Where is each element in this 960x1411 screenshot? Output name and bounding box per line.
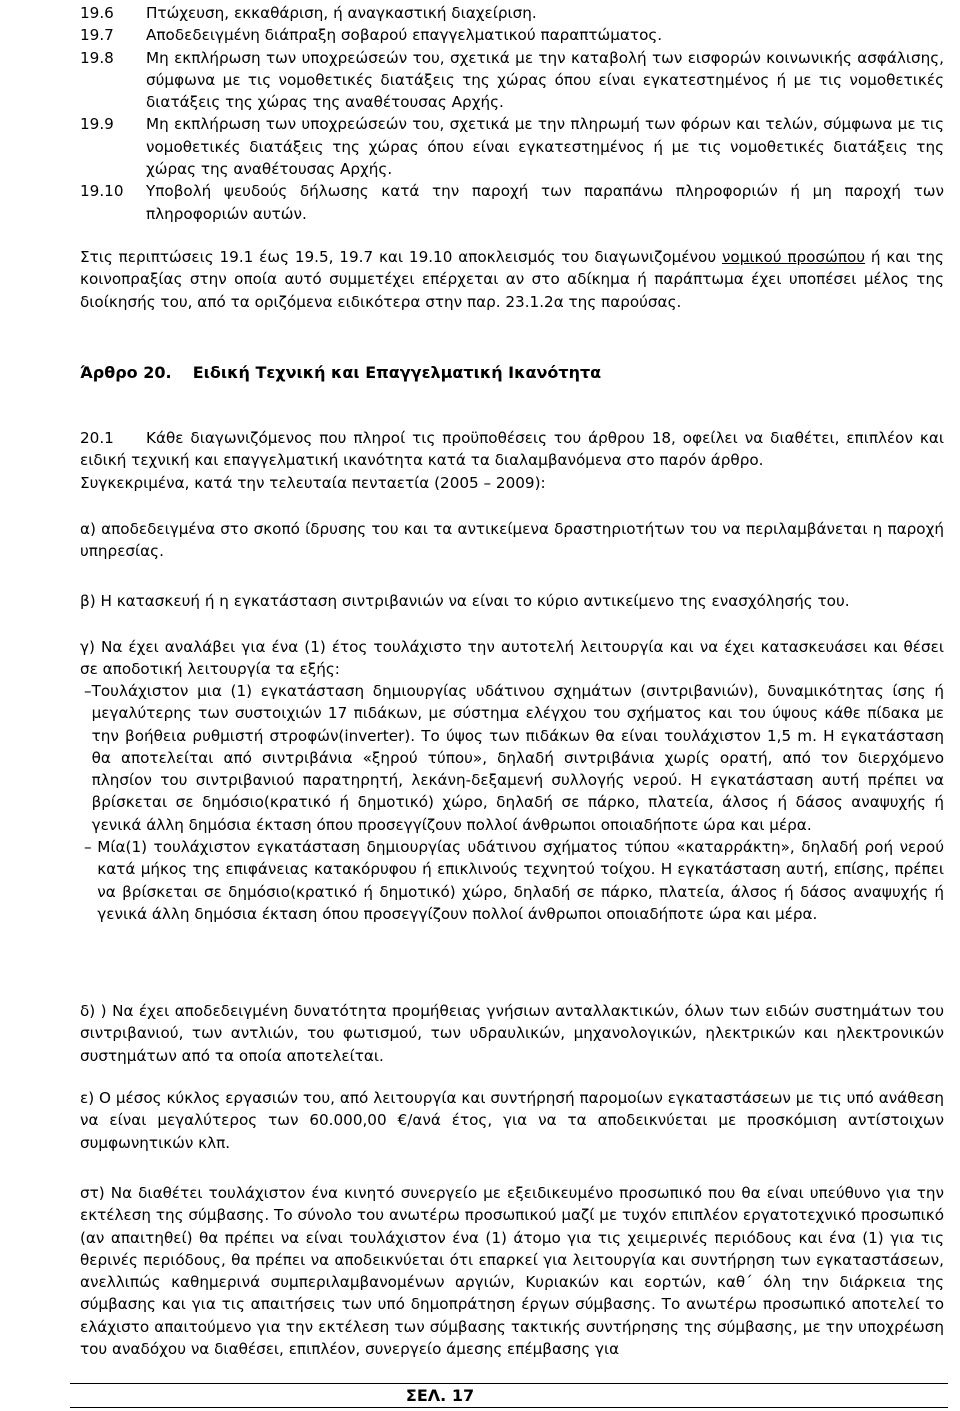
item-b: β) Η κατασκευή ή η εγκατάσταση σιντριβανιών να είναι το κύριο αντικείμενο της ενασχόλησής του. [80,592,850,610]
dash-bullet: – [84,838,92,857]
item-e: ε) Ο μέσος κύκλος εργασιών του, από λειτουργία και συντήρησή παρομοίων εγκαταστάσεων με τις υπό ανάθεση να είναι μεγαλύτερος των 60.000,00 €/ανά έτος, για να τα αποδεικνύεται με προσκόμιση αντίστοιχων συμφωνητικών κλπ. [80,1089,944,1152]
list-item [80,2,944,24]
exclusion-underlined-term: νομικού προσώπου [721,248,866,266]
list-item [80,180,944,225]
dash-bullet: – [84,682,92,700]
article-heading [80,362,601,384]
exclusion-text-part2: ή και της κοινοπραξίας στην οποία αυτό συμμετέχει επέρχεται αν στο αδίκημα ή παράπτωμα έχει υποπέσει μέλος της διοίκησής του, από τα οριζόμενα ειδικότερα στην παρ. 23.1.2α της παρούσας. [80,248,944,311]
item-d: δ) ) Να έχει αποδεδειγμένη δυνατότητα προμήθειας γνήσιων ανταλλακτικών, όλων των ειδών συστημάτων του σιντριβανιού, των αντλιών, του φωτισμού, των υδραυλικών, μηχανολογικών, ηλεκτρικών και ηλεκτρονικών συστημάτων από τα οποία αποτελείται. [80,1002,944,1065]
page-number: ΣΕΛ. 17 [405,1386,475,1405]
sublist-text: Μία(1) τουλάχιστον εγκατάσταση δημιουργίας υδάτινου σχήματος τύπου «καταρράκτη», δηλαδή ροή νερού κατά μήκος της επιφάνειας κατακόρυφου ή επικλινούς τεχνητού τοίχου. Η εγκατάσταση αυτή, επίσης, πρέπει να βρίσκεται σε δημόσιο(κρατικό ή δημοτικό) χώρο, δηλαδή σε πάρκο, πλατεία, άλσος ή δάσος αναψυχής ή γενικά άλλη δημόσια έκταση όπου προσεγγίζουν πολλοί άνθρωποι οποιαδήποτε ώρα και μέρα. [97,838,944,923]
article-title: Ειδική Τεχνική και Επαγγελματική Ικανότητα [192,363,602,382]
section-19-list [80,2,944,225]
item-number: 19.6 [80,4,114,22]
list-item [80,680,944,836]
exclusion-paragraph [80,246,944,313]
list-item [80,24,944,46]
list-item [80,113,944,180]
item-c-sublist [80,680,944,925]
paragraph-20-1-period: Συγκεκριμένα, κατά την τελευταία πενταετία (2005 – 2009): [80,474,546,492]
item-number: 19.9 [80,115,114,134]
exclusion-text-part1: Στις περιπτώσεις 19.1 έως 19.5, 19.7 και 19.10 αποκλεισμός του διαγωνιζομένου [80,248,722,266]
paragraph-number: 20.1 [80,429,114,447]
sublist-text: Τουλάχιστον μια (1) εγκατάσταση δημιουργίας υδάτινου σχημάτων (σιντριβανιών), δυναμικότητας ίσης ή μεγαλύτερης των συστοιχιών 17 πιδάκων, με σύστημα ελέγχου του σχήματος και του ύψους κάθε πίδακα με την βοήθεια ρυθμιστή στροφών(inverter). Το ύψος των πιδάκων θα είναι τουλάχιστον 1,5 m. Η εγκατάσταση θα αποτελείται από σιντριβάνια «ξηρού τύπου», δηλαδή σιντριβάνια χωρίς ορατή, από τον διερχόμενο πλησίον του σιντριβανιού παρατηρητή, λεκάνη-δεξαμενή συλλογής νερού. Η εγκατάσταση αυτή πρέπει να βρίσκεται σε δημόσιο(κρατικό ή δημοτικό) χώρο, δηλαδή σε πάρκο, πλατεία, άλσος ή δάσος αναψυχής ή γενικά άλλη δημόσια έκταση όπου προσεγγίζουν πολλοί άνθρωποι οποιαδήποτε ώρα και μέρα. [91,682,944,834]
item-number: 19.10 [80,182,124,201]
item-number: 19.8 [80,48,114,67]
item-text: Πτώχευση, εκκαθάριση, ή αναγκαστική διαχείριση. [146,4,537,22]
list-item [80,836,944,925]
item-text: Υποβολή ψευδούς δήλωσης κατά την παροχή των παραπάνω πληροφοριών ή μη παροχή των πληροφοριών αυτών. [146,182,944,223]
item-text: Μη εκπλήρωση των υποχρεώσεών του, σχετικά με την πληρωμή των φόρων και τελών, σύμφωνα με τις νομοθετικές διατάξεις της χώρας όπου είναι εγκατεστημένος ή με τις νομοθετικές διατάξεις της χώρας της αναθέτουσας Αρχής. [146,115,944,179]
item-number: 19.7 [80,26,114,45]
item-text: Μη εκπλήρωση των υποχρεώσεών του, σχετικά με την καταβολή των εισφορών κοινωνικής ασφάλισης, σύμφωνα με τις νομοθετικές διατάξεις της χώρας όπου είναι εγκατεστημένος ή με τις νομοθετικές διατάξεις της χώρας της αναθέτουσας Αρχής. [146,48,944,112]
item-c: γ) Να έχει αναλάβει για ένα (1) έτος τουλάχιστο την αυτοτελή λειτουργία και να έχει κατασκευάσει και θέσει σε αποδοτική λειτουργία τα εξής: [80,638,944,679]
item-st: στ) Να διαθέτει τουλάχιστον ένα κινητό συνεργείο με εξειδικευμένο προσωπικό που θα είναι υπεύθυνο για την εκτέλεση της σύμβασης. Το σύνολο του ανωτέρω προσωπικού μαζί με τυχόν επιπλέον εργατοτεχνικό προσωπικό (αν απαιτηθεί) θα πρέπει να είναι τουλάχιστον ένα (1) άτομο για τις χειμερινές περιόδους και ένα (1) για τις θερινές περιόδους, θα πρέπει να αποδεικνύεται ότι επαρκεί για λειτουργία και συντήρηση των εγκαταστάσεων, ανελλιπώς καθημερινά συμπεριλαμβανομένων αργιών, Κυριακών και εορτών, καθ΄ όλη την διάρκεια της σύμβασης και για τις απαιτήσεις των υπό δημοπράτηση έργων σύμβασης. Το ανωτέρω προσωπικό αποτελεί το ελάχιστο απαιτούμενο για την εκτέλεση των σύμβασης τακτικής συντήρησης της σύμβασης, με την υποχρέωση του αναδόχου να διαθέσει, επιπλέον, συνεργείο άμεσης επέμβασης για [80,1184,944,1359]
paragraph-20-1-text: Κάθε διαγωνιζόμενος που πληροί τις προϋποθέσεις του άρθρου 18, οφείλει να διαθέτει, επιπλέον και ειδική τεχνική και επαγγελματική ικανότητα κατά τα διαλαμβανόμενα στο παρόν άρθρο. [80,429,944,470]
list-item [80,47,944,114]
article-label: Άρθρο 20. [80,363,172,382]
item-a: α) αποδεδειγμένα στο σκοπό ίδρυσης του και τα αντικείμενα δραστηριοτήτων του να περιλαμβάνεται η παροχή υπηρεσίας. [80,520,944,561]
item-text: Αποδεδειγμένη διάπραξη σοβαρού επαγγελματικού παραπτώματος. [146,26,663,45]
